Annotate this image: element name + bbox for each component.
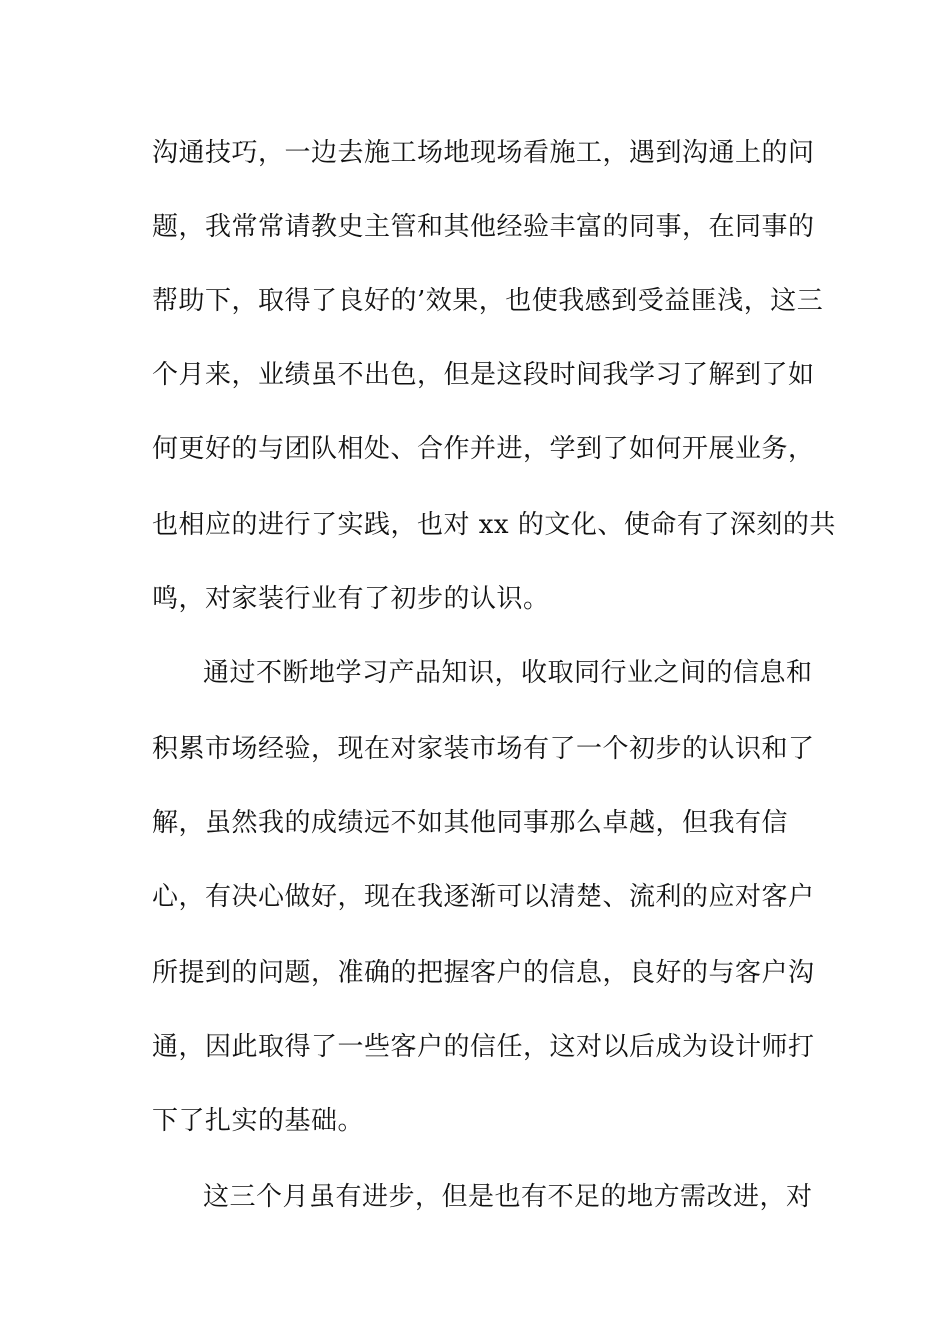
paragraph-2-line-2: 积累市场经验，现在对家装市场有了一个初步的认识和了 bbox=[152, 734, 815, 764]
paragraph-3-line-1: 这三个月虽有进步，但是也有不足的地方需改进，对 bbox=[203, 1182, 813, 1212]
paragraph-1-line-7: 鸣，对家装行业有了初步的认识。 bbox=[152, 584, 550, 614]
paragraph-2-line-5: 所提到的问题，准确的把握客户的信息，良好的与客户沟 bbox=[152, 958, 815, 988]
paragraph-1-line-4: 个月来，业绩虽不出色，但是这段时间我学习了解到了如 bbox=[152, 360, 815, 390]
paragraph-2-line-3: 解，虽然我的成绩远不如其他同事那么卓越，但我有信 bbox=[152, 808, 789, 838]
paragraph-2-line-4: 心，有决心做好，现在我逐渐可以清楚、流利的应对客户 bbox=[152, 882, 815, 912]
paragraph-1-line-2: 题，我常常请教史主管和其他经验丰富的同事，在同事的 bbox=[152, 212, 815, 242]
paragraph-1-line-3: 帮助下，取得了良好的’效果，也使我感到受益匪浅，这三 bbox=[152, 286, 824, 316]
paragraph-2-line-6: 通，因此取得了一些客户的信任，这对以后成为设计师打 bbox=[152, 1032, 815, 1062]
paragraph-1-line-5: 何更好的与团队相处、合作并进，学到了如何开展业务， bbox=[152, 434, 815, 464]
paragraph-2-line-1: 通过不断地学习产品知识，收取同行业之间的信息和 bbox=[203, 658, 813, 688]
paragraph-1-line-1: 沟通技巧，一边去施工场地现场看施工，遇到沟通上的问 bbox=[152, 138, 815, 168]
paragraph-2-line-7: 下了扎实的基础。 bbox=[152, 1106, 365, 1136]
paragraph-1-line-6: 也相应的进行了实践，也对 xx 的文化、使命有了深刻的共 bbox=[152, 510, 836, 540]
